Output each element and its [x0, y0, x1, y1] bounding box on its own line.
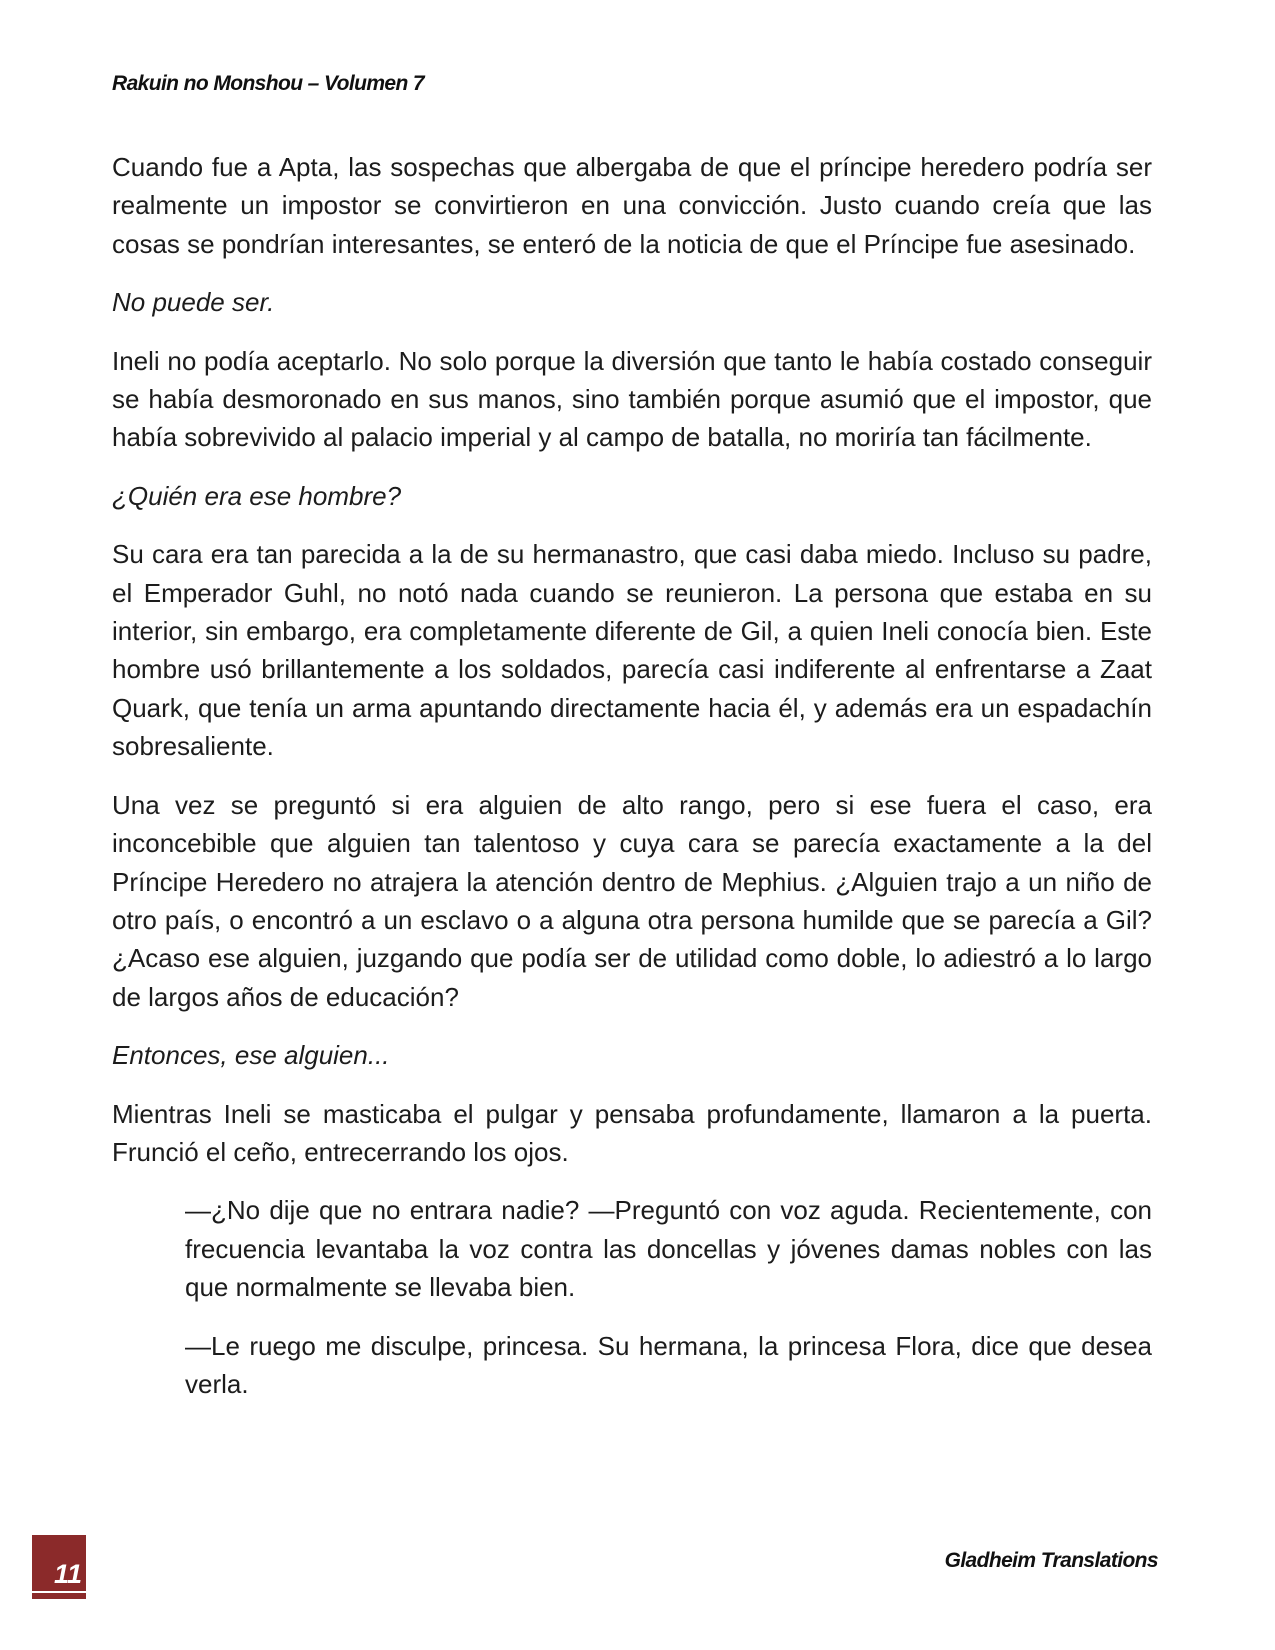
paragraph: Mientras Ineli se masticaba el pulgar y pensaba profundamente, llamaron a la puerta. Frunció el ceño, entrecerrando los ojos. [112, 1098, 1152, 1167]
page-number-box [32, 1535, 86, 1599]
dialogue-paragraph: —¿No dije que no entrara nadie? —Preguntó con voz aguda. Recientemente, con frecuencia levantaba la voz contra las doncellas y jóvenes damas nobles con las que normalmente se llevaba bien. [185, 1195, 1152, 1303]
dialogue-paragraph: —Le ruego me disculpe, princesa. Su hermana, la princesa Flora, dice que desea verla. [185, 1330, 1152, 1399]
italic-thought: Entonces, ese alguien... [112, 1040, 390, 1071]
paragraph: Una vez se preguntó si era alguien de alto rango, pero si ese fuera el caso, era inconcebible que alguien tan talentoso y cuya cara se parecía exactamente a la del Príncipe Heredero no atrajera la atención dentro de Mephius. ¿Alguien trajo a un niño de otro país, o encontró a un esclavo o a alguna otra persona humilde que se parecía a Gil? ¿Acaso ese alguien, juzgando que podía ser de utilidad como doble, lo adiestró a lo largo de largos años de educación? [112, 789, 1152, 1012]
italic-thought: ¿Quién era ese hombre? [112, 480, 402, 511]
paragraph: Ineli no podía aceptarlo. No solo porque la diversión que tanto le había costado conseguir se había desmoronado en sus manos, sino también porque asumió que el impostor, que había sobrevivido al palacio imperial y al campo de batalla, no moriría tan fácilmente. [112, 345, 1152, 453]
page-number-underline [32, 1591, 86, 1593]
paragraph: Cuando fue a Apta, las sospechas que albergaba de que el príncipe heredero podría ser realmente un impostor se convirtieron en una convicción. Justo cuando creía que las cosas se pondrían interesantes, se enteró de la noticia de que el Príncipe fue asesinado. [112, 152, 1152, 259]
document-body [112, 148, 1152, 1423]
page-number: 11 [54, 1559, 83, 1589]
paragraph: Su cara era tan parecida a la de su hermanastro, que casi daba miedo. Incluso su padre, el Emperador Guhl, no notó nada cuando se reunieron. La persona que estaba en su interior, sin embargo, era completamente diferente de Gil, a quien Ineli conocía bien. Este hombre usó brillantemente a los soldados, parecía casi indiferente al enfrentarse a Zaat Quark, que tenía un arma apuntando directamente hacia él, y además era un espadachín sobresaliente. [112, 539, 1152, 762]
italic-thought: No puede ser. [112, 287, 275, 318]
running-header: Rakuin no Monshou – Volumen 7 [112, 72, 425, 95]
footer-brand: Gladheim Translations [944, 1549, 1158, 1572]
